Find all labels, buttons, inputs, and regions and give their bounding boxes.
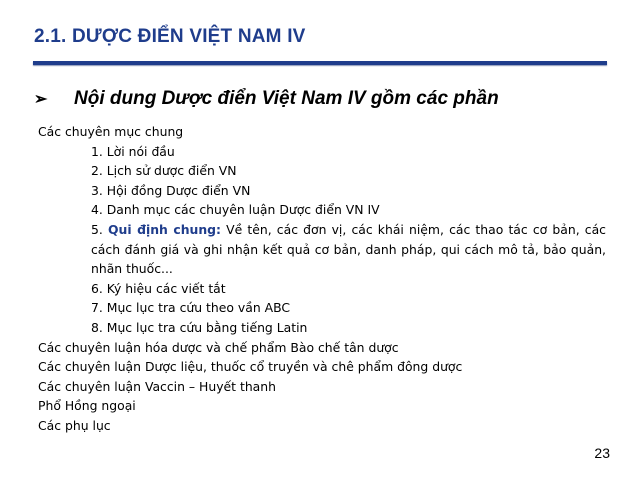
title-divider — [33, 61, 607, 65]
general-sections-label: Các chuyên mục chung — [38, 124, 184, 139]
page-number: 23 — [594, 445, 610, 461]
general-rules-text: Về tên, các đơn vị, các khái niệm, các thao tác cơ bản, các cách đánh giá và ghi nhận kết quả cơ bản, danh pháp, qui cách mô tả, bảo quản, nhãn thuốc... — [91, 221, 606, 277]
section-line: Các chuyên luận Vaccin – Huyết thanh — [38, 378, 276, 394]
content-body — [38, 122, 606, 436]
arrow-bullet-icon: ➢ — [34, 91, 48, 108]
list-item: 1. Lời nói đầu — [91, 143, 175, 159]
list-item: 4. Danh mục các chuyên luận Dược điển VN IV — [91, 202, 380, 218]
section-heading — [34, 88, 624, 110]
section-line: Các phụ lục — [38, 417, 111, 433]
item-number: 5. — [91, 221, 108, 237]
list-item: 7. Mục lục tra cứu theo vần ABC — [91, 300, 291, 316]
slide-title: 2.1. DƯỢC ĐIỂN VIỆT NAM IV — [34, 26, 306, 47]
general-rules-highlight: Qui định chung: — [107, 221, 221, 237]
list-item: 3. Hội đồng Dược điển VN — [91, 182, 251, 198]
list-item: 2. Lịch sử dược điển VN — [91, 163, 237, 179]
section-line: Các chuyên luận hóa dược và chế phẩm Bào chế tân dược — [38, 339, 399, 355]
list-item: 8. Mục lục tra cứu bằng tiếng Latin — [91, 319, 308, 335]
list-item: 6. Ký hiệu các viết tắt — [91, 280, 226, 296]
list-item-general-rules — [38, 220, 606, 279]
section-line: Phổ Hồng ngoại — [38, 398, 136, 414]
section-line: Các chuyên luận Dược liệu, thuốc cổ truyền và chê phẩm đông dược — [38, 359, 463, 375]
section-heading-text: Nội dung Dược điển Việt Nam IV gồm các phần — [74, 88, 499, 109]
